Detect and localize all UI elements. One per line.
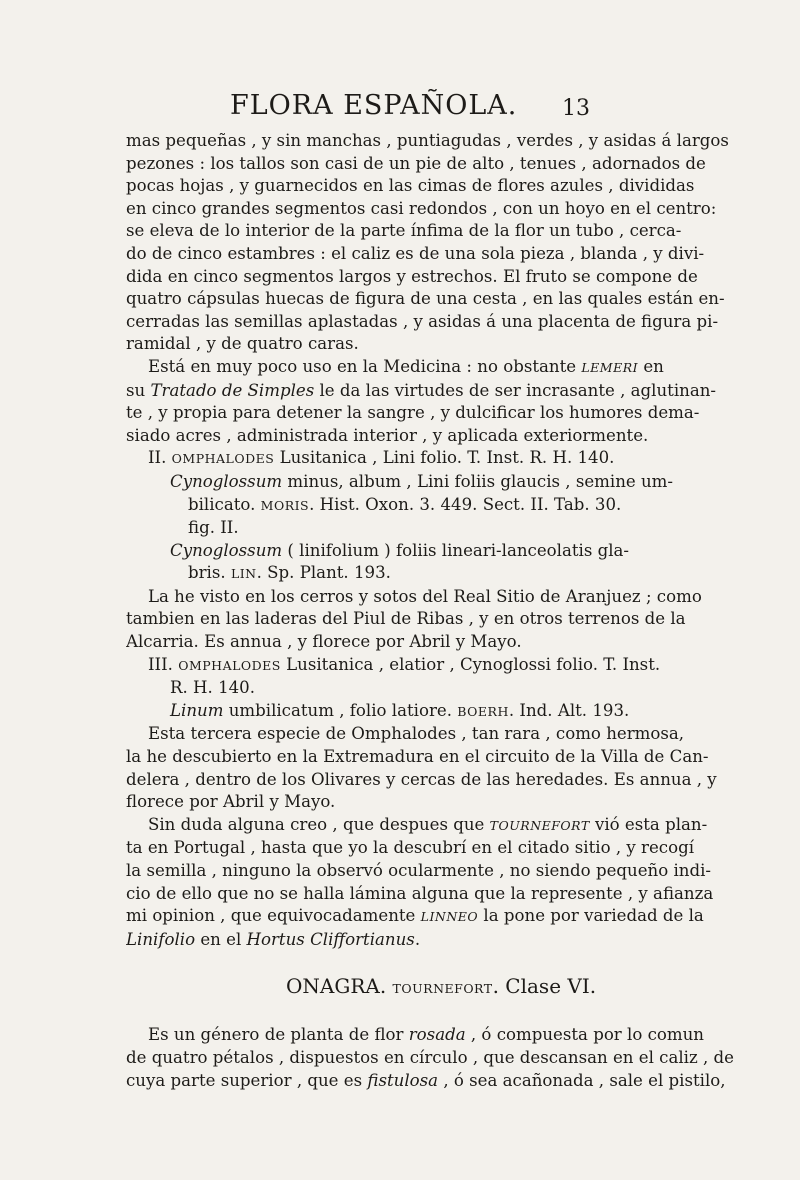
text-line: siado acres , administrada interior , y aplicada exteriormente. <box>126 425 649 445</box>
text-line: cuya parte superior , que es fistulosa , ó sea acañonada , sale el pistilo, <box>126 1070 726 1090</box>
text-line: pocas hojas , y guarnecidos en las cimas de flores azules , divididas <box>126 176 695 196</box>
text-line: Sin duda alguna creo , que despues que TOURNEFORT vió esta plan- <box>148 814 708 834</box>
text-line: Es un género de planta de flor rosada , ó compuesta por lo comun <box>148 1025 704 1045</box>
text-line: Linifolio en el Hortus Cliffortianus. <box>126 929 421 949</box>
text-line: te , y propia para detener la sangre , y dulcificar los humores dema- <box>126 403 700 423</box>
text-line: su Tratado de Simples le da las virtudes de ser incrasante , aglutinan- <box>126 380 717 400</box>
text-line: mas pequeñas , y sin manchas , puntiagudas , verdes , y asidas á largos <box>126 131 729 150</box>
text-line: bris. LIN. Sp. Plant. 193. <box>188 563 391 583</box>
text-line: Alcarria. Es annua , y florece por Abril y Mayo. <box>126 632 522 652</box>
text-line: Está en muy poco uso en la Medicina : no obstante LEMERI en <box>148 356 664 376</box>
text-line: la he descubierto en la Extremadura en el circuito de la Villa de Can- <box>126 747 709 767</box>
spacer <box>126 951 746 973</box>
text-line: en cinco grandes segmentos casi redondos , con un hoyo en el centro: <box>126 198 717 218</box>
text-line: la semilla , ninguno la observó ocularmente , no siendo pequeño indi- <box>126 861 712 880</box>
page-number: 13 <box>562 96 590 121</box>
text-line: delera , dentro de los Olivares y cercas de las heredades. Es annua , y <box>126 769 717 789</box>
text-line: Cynoglossum minus, album , Lini foliis glaucis , semine um- <box>170 471 674 491</box>
text-line: de quatro pétalos , dispuestos en círculo , que descansan en el caliz , de <box>126 1047 734 1067</box>
text-line: dida en cinco segmentos largos y estrechos. El fruto se compone de <box>126 266 698 286</box>
text-line: ramidal , y de quatro caras. <box>126 334 359 354</box>
text-line: pezones : los tallos son casi de un pie de alto , tenues , adornados de <box>126 153 706 173</box>
running-title: FLORA ESPAÑOLA. <box>230 90 518 121</box>
text-line: Esta tercera especie de Omphalodes , tan rara , como hermosa, <box>148 724 685 744</box>
text-line: Linum umbilicatum , folio latiore. BOERH. Ind. Alt. 193. <box>170 700 630 720</box>
text-line: II. OMPHALODES Lusitanica , Lini folio. T. Inst. R. H. 140. <box>148 448 615 468</box>
text-line: se eleva de lo interior de la parte ínfima de la flor un tubo , cerca- <box>126 221 682 241</box>
text-line: cio de ello que no se halla lámina alguna que la represente , y afianza <box>126 883 714 903</box>
text-line: quatro cápsulas huecas de figura de una cesta , en las quales están en- <box>126 289 725 309</box>
text-line: mi opinion , que equivocadamente LINNEO la pone por variedad de la <box>126 906 704 926</box>
text-line: La he visto en los cerros y sotos del Real Sitio de Aranjuez ; como <box>148 586 702 606</box>
text-line: florece por Abril y Mayo. <box>126 792 336 812</box>
text-line: bilicato. MORIS. Hist. Oxon. 3. 449. Sect. II. Tab. 30. <box>188 494 622 514</box>
text-line: cerradas las semillas aplastadas , y asidas á una placenta de figura pi- <box>126 311 719 331</box>
text-line: R. H. 140. <box>170 678 256 698</box>
text-line: fig. II. <box>188 518 239 538</box>
body-text <box>126 130 746 1092</box>
text-line: do de cinco estambres : el caliz es de una sola pieza , blanda , y divi- <box>126 243 705 263</box>
text-line: ta en Portugal , hasta que yo la descubrí en el citado sitio , y recogí <box>126 838 695 858</box>
text-line: Cynoglossum ( linifolium ) foliis lineari-lanceolatis gla- <box>170 540 630 560</box>
spacer <box>126 1002 746 1024</box>
text-line: III. OMPHALODES Lusitanica , elatior , Cynoglossi folio. T. Inst. <box>148 654 661 674</box>
section-heading: ONAGRA. TOURNEFORT. Clase VI. <box>286 974 597 999</box>
text-line: tambien en las laderas del Piul de Ribas , y en otros terrenos de la <box>126 609 686 629</box>
